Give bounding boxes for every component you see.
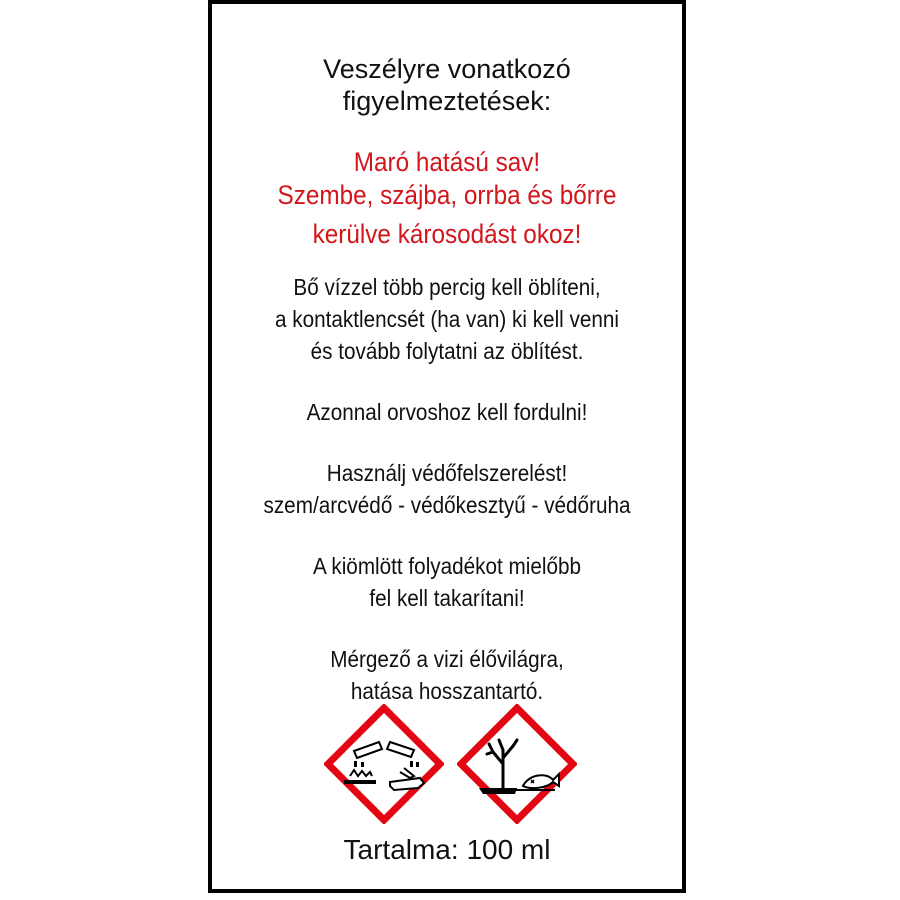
spill-line-1: A kiömlött folyadékot mielőbb (312, 553, 582, 579)
danger-line-3: kerülve károsodást okoz! (312, 219, 582, 249)
environment-line-2: hatása hosszantartó. (350, 678, 544, 704)
heading-line-2: figyelmeztetések: (342, 86, 552, 116)
heading-line-1: Veszélyre vonatkozó (323, 54, 571, 84)
rinse-line-3: és tovább folytatni az öblítést. (310, 338, 584, 364)
danger-line-2: Szembe, szájba, orrba és bőrre (277, 180, 617, 210)
contents-volume: Tartalma: 100 ml (343, 834, 551, 865)
corrosive-icon (324, 704, 444, 824)
rinse-line-2: a kontaktlencsét (ha van) ki kell venni (274, 306, 620, 332)
environment-line-1: Mérgező a vizi élővilágra, (330, 646, 564, 672)
doctor-line: Azonnal orvoshoz kell fordulni! (306, 399, 588, 425)
ppe-line-2: szem/arcvédő - védőkesztyű - védőruha (263, 492, 631, 518)
danger-line-1: Maró hatású sav! (353, 147, 541, 177)
ppe-line-1: Használj védőfelszerelést! (326, 460, 568, 486)
spill-line-2: fel kell takarítani! (369, 585, 525, 611)
environment-hazard-icon (457, 704, 577, 824)
hazard-label (208, 0, 686, 893)
rinse-line-1: Bő vízzel több percig kell öblíteni, (293, 274, 601, 300)
